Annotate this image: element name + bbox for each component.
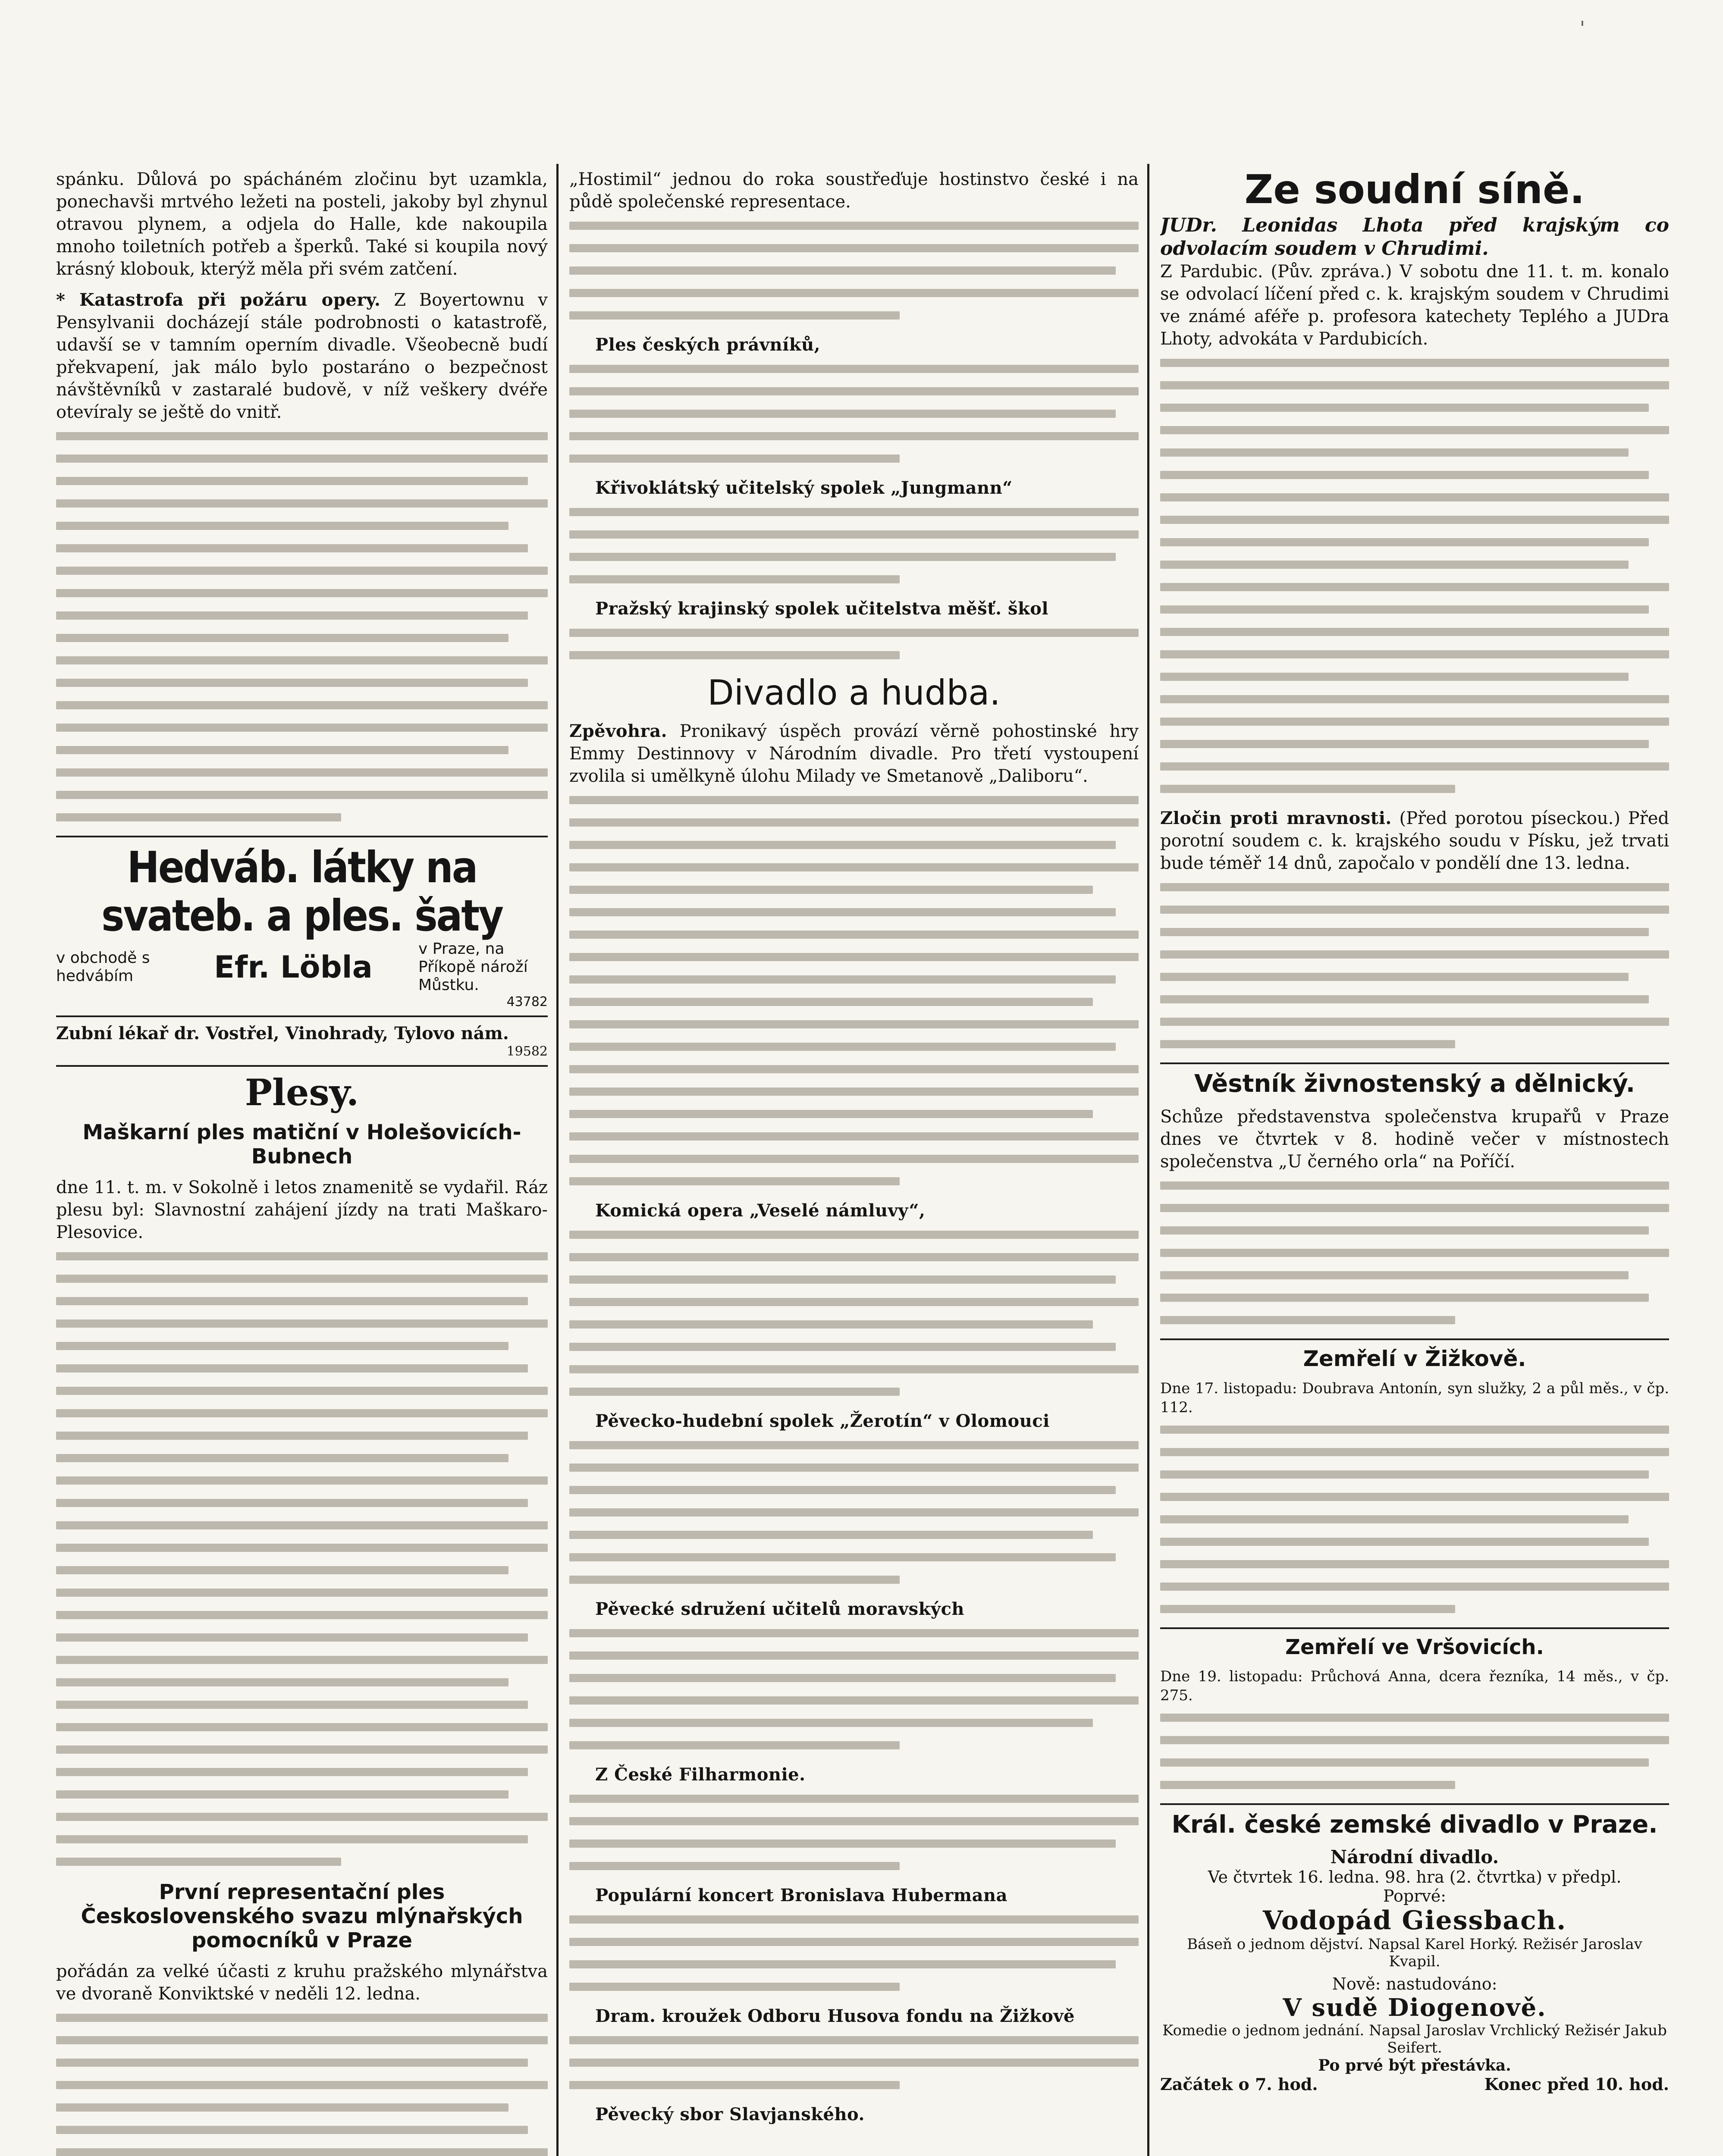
theatre-end: Konec před 10. hod. xyxy=(1484,2075,1669,2094)
column-1 xyxy=(56,168,548,2156)
dentist-ad: Zubní lékař dr. Vostřel, Vinohrady, Tylovo nám. xyxy=(56,1023,509,1044)
theatre-first: Po prvé být přestávka. xyxy=(1318,2056,1511,2075)
opera-text: Z Boyertownu v Pensylvanii docházejí stále podrobnosti o katastrofě, udavší se v tamním operním divadle. Všeobecně budí překvapení, jak málo bylo postaráno o bezpečnost návštěvníků v zastaralé budově, v níž veškery dvéře otevíraly se ještě do vnitř. xyxy=(56,290,548,422)
article-lines xyxy=(1160,1181,1669,1324)
ples-pravniku: Ples českých právníků, xyxy=(595,335,821,355)
article-lines xyxy=(569,796,1139,1185)
column-2 xyxy=(569,168,1139,2156)
krivoklat-spolek: Křivoklátský učitelský spolek „Jungmann“ xyxy=(595,478,1013,498)
article-lines xyxy=(569,1795,1139,1870)
column-divider-2 xyxy=(1147,164,1149,2156)
section-plesy: Plesy. xyxy=(245,1071,359,1114)
crime-label: Zločin proti mravnosti. xyxy=(1160,808,1392,828)
komicka-opera: Komická opera „Veselé námluvy“, xyxy=(595,1200,926,1221)
section-divadlo: Divadlo a hudba. xyxy=(707,673,1001,713)
prazsky-spolek: Pražský krajinský spolek učitelstva měšť. škol xyxy=(595,599,1049,619)
ad-right-text: v Praze, na Příkopě nároží Můstku. xyxy=(418,940,528,994)
crime-text: (Před porotou píseckou.) Před porotní soudem c. k. krajského soudu v Písku, jež trvati bude téměř 14 dnů, započalo v pondělí dne 13. ledna. xyxy=(1160,808,1669,873)
article-lines xyxy=(1160,1714,1669,1789)
zpevohra-label: Zpěvohra. xyxy=(569,721,668,741)
dram-krouzek: Dram. kroužek Odboru Husova fondu na Žižkově xyxy=(595,2006,1075,2026)
col2-intro: „Hostimil“ jednou do roka soustřeďuje hostinstvo české i na půdě společenské representace. xyxy=(569,169,1139,212)
vestnik-text: Schůze představenstva společenstva krupařů v Praze dnes ve čtvrtek v 8. hodině večer v místnostech společenstva „U černého orla“ na Poříčí. xyxy=(1160,1107,1669,1172)
article-lines xyxy=(569,2036,1139,2089)
opera-headline: * Katastrofa při požáru opery. xyxy=(56,290,381,310)
article-lines xyxy=(569,1915,1139,1991)
divider xyxy=(1160,1062,1669,1064)
theatre-poprve: Poprvé: xyxy=(1383,1887,1447,1905)
section-zemreli-vrsovice: Zemřelí ve Vršovicích. xyxy=(1285,1635,1544,1659)
article-lines xyxy=(56,2014,548,2156)
divider xyxy=(1160,1627,1669,1629)
court-headline: JUDr. Leonidas Lhota před krajským co odvolacím soudem v Chrudimi. xyxy=(1160,214,1669,260)
divider xyxy=(1160,1338,1669,1340)
theatre-title: Král. české zemské divadlo v Praze. xyxy=(1171,1811,1658,1839)
divider xyxy=(56,1015,548,1017)
theatre-play2: V sudě Diogenově. xyxy=(1283,1993,1547,2022)
article-lines xyxy=(569,222,1139,320)
ad-headline: Hedváb. látky na svateb. a ples. šaty xyxy=(101,842,503,941)
divider xyxy=(56,836,548,837)
zemreli-zizkov-text: Dne 17. listopadu: Doubrava Antonín, syn služky, 2 a půl měs., v čp. 112. xyxy=(1160,1380,1669,1416)
article-lines xyxy=(56,1252,548,1866)
article-lines xyxy=(569,629,1139,659)
page-corner-mark: ' xyxy=(1579,17,1585,39)
article-lines xyxy=(569,508,1139,583)
article-lines xyxy=(1160,359,1669,793)
zemreli-vrsovice-text: Dne 19. listopadu: Průchová Anna, dcera řezníka, 14 měs., v čp. 275. xyxy=(1160,1668,1669,1704)
advertisement-silk xyxy=(56,843,548,1009)
ad-code: 43782 xyxy=(506,994,548,1009)
theatre-play: Vodopád Giessbach. xyxy=(1262,1905,1567,1936)
pevecko-hudebni: Pěvecko-hudební spolek „Žerotín“ v Olomouci xyxy=(595,1411,1050,1431)
ad-left-text: v obchodě s hedvábím xyxy=(56,949,150,985)
first-ball-text: pořádán za velké účasti z kruhu pražského mlynářstva ve dvoraně Konviktské v neděli 12. ledna. xyxy=(56,1962,548,2004)
article-lines xyxy=(56,432,548,821)
theatre-desc: Báseň o jednom dějství. Napsal Karel Horký. Režisér Jaroslav Kvapil. xyxy=(1187,1936,1642,1970)
article-lines xyxy=(569,1629,1139,1749)
col1-intro: spánku. Důlová po spácháném zločinu byt uzamkla, ponechavši mrtvého ležeti na posteli, jakoby byl zhynul otravou plynem, a odjela do Halle, kde nakoupila mnoho toiletních potřeb a šperků. Také si koupila nový krásný klobouk, kterýž měla při svém zatčení. xyxy=(56,169,548,279)
pevecke-sdruzeni: Pěvecké sdružení učitelů moravských xyxy=(595,1599,965,1619)
court-text: Z Pardubic. (Pův. zpráva.) V sobotu dne 11. t. m. konalo se odvolací líčení před c. k. krajským soudem v Chrudimi ve známé aféře p. profesora katechety Teplého a JUDra Lhoty, advokáta v Pardubicích. xyxy=(1160,262,1669,349)
slavjanskeho-sbor: Pěvecký sbor Slavjanského. xyxy=(595,2104,865,2125)
divider xyxy=(1160,1803,1669,1805)
article-lines xyxy=(1160,1426,1669,1613)
theatre-start: Začátek o 7. hod. xyxy=(1160,2075,1318,2094)
theatre-desc2: Komedie o jednom jednání. Napsal Jaroslav Vrchlický Režisér Jakub Seifert. xyxy=(1162,2022,1667,2056)
column-3 xyxy=(1160,168,1669,2156)
article-lines xyxy=(569,365,1139,463)
article-lines xyxy=(569,1441,1139,1584)
ad-name: Efr. Löbla xyxy=(214,950,373,985)
column-divider-1 xyxy=(556,164,559,2156)
section-soud: Ze soudní síně. xyxy=(1244,168,1585,213)
hubermann-concert: Populární koncert Bronislava Hubermana xyxy=(595,1885,1008,1905)
theatre-subtitle: Národní divadlo. xyxy=(1330,1846,1499,1868)
dentist-code: 19582 xyxy=(506,1044,548,1059)
theatre-nove: Nově: nastudováno: xyxy=(1332,1974,1497,1993)
section-zemreli-zizkov: Zemřelí v Žižkově. xyxy=(1303,1346,1526,1371)
mask-ball-headline: Maškarní ples matiční v Holešovicích-Bubnech xyxy=(82,1120,521,1169)
zpevohra-text: Pronikavý úspěch provází věrně pohostinské hry Emmy Destinnovy v Národním divadle. Pro třetí vystoupení zvolila si umělkyně úlohu Milady ve Smetanově „Daliboru“. xyxy=(569,721,1139,786)
section-vestnik: Věstník živnostenský a dělnický. xyxy=(1194,1070,1635,1098)
theatre-date: Ve čtvrtek 16. ledna. 98. hra (2. čtvrtka) v předpl. xyxy=(1208,1868,1622,1887)
article-lines xyxy=(569,1231,1139,1396)
divider xyxy=(56,1065,548,1067)
mask-ball-text: dne 11. t. m. v Sokolně i letos znamenitě se vydařil. Ráz plesu byl: Slavnostní zahájení jízdy na trati Maškaro-Plesovice. xyxy=(56,1178,548,1242)
article-lines xyxy=(1160,883,1669,1048)
first-ball-headline: První representační ples Československého svazu mlýnařských pomocníků v Praze xyxy=(81,1880,523,1952)
ceska-filharmonie: Z České Filharmonie. xyxy=(595,1764,806,1785)
